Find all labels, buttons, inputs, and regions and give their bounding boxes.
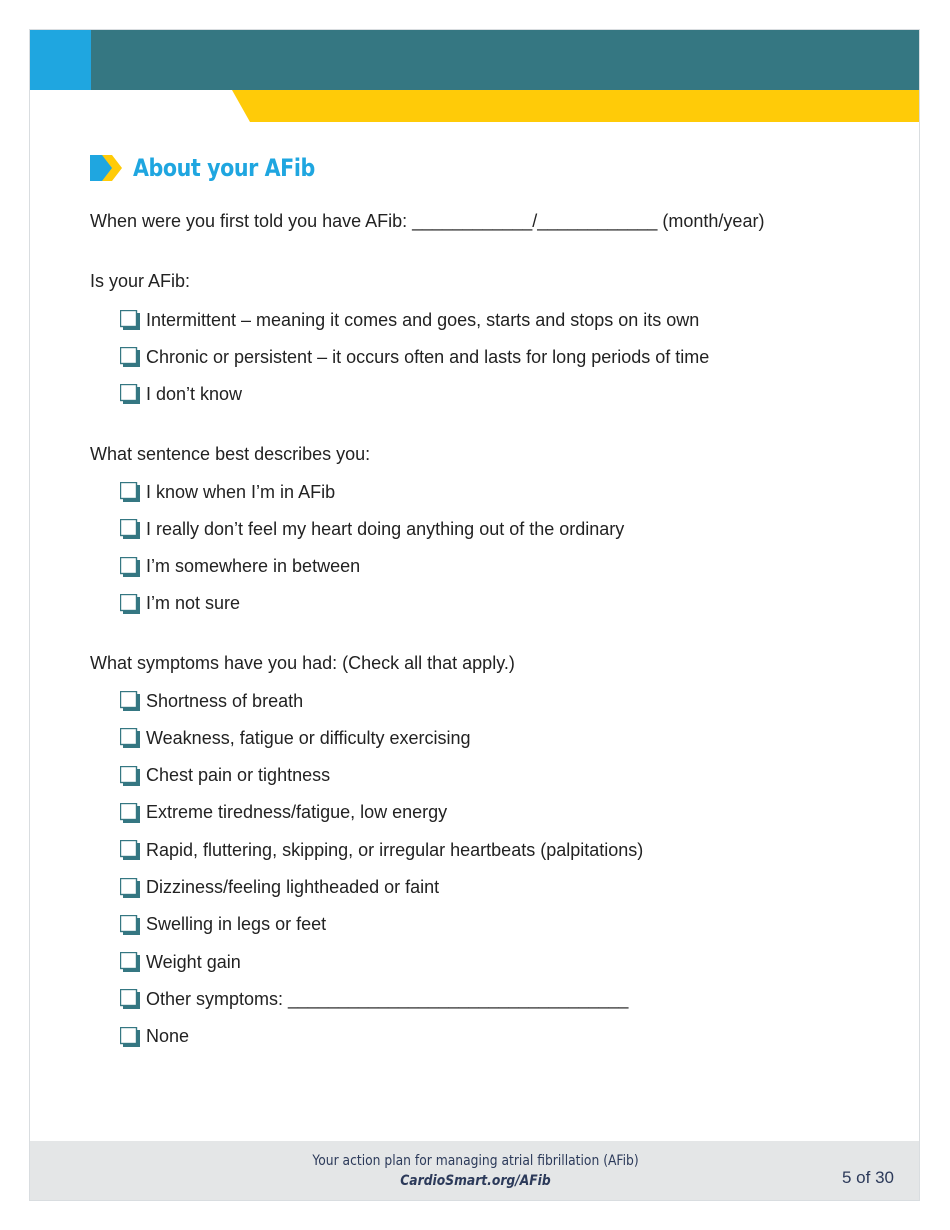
describe-option[interactable] bbox=[120, 481, 335, 503]
header-teal-bar bbox=[91, 30, 920, 90]
footer-title: Your action plan for managing atrial fibrillation (AFib) bbox=[312, 1153, 639, 1169]
page-number: 5 of 30 bbox=[842, 1168, 894, 1187]
symptom-option[interactable] bbox=[120, 988, 628, 1010]
checkbox-icon[interactable] bbox=[120, 915, 140, 935]
option-label: Other symptoms: __________________________________ bbox=[146, 988, 629, 1009]
checkbox-icon[interactable] bbox=[120, 728, 140, 748]
option-label: Chest pain or tightness bbox=[146, 765, 331, 786]
describe-option[interactable] bbox=[120, 593, 240, 615]
checkbox-icon[interactable] bbox=[120, 803, 140, 823]
option-label: None bbox=[146, 1026, 190, 1047]
symptom-option[interactable] bbox=[120, 1026, 189, 1048]
option-label: I really don’t feel my heart doing anything out of the ordinary bbox=[146, 518, 625, 539]
symptom-option[interactable] bbox=[120, 914, 326, 936]
symptom-option[interactable] bbox=[120, 802, 447, 824]
option-label: Dizziness/feeling lightheaded or faint bbox=[146, 877, 440, 897]
option-label: Intermittent – meaning it comes and goes, starts and stops on its own bbox=[146, 309, 700, 330]
option-label: Extreme tiredness/fatigue, low energy bbox=[146, 802, 448, 823]
afib-type-option[interactable] bbox=[120, 346, 709, 368]
option-label: Swelling in legs or feet bbox=[146, 914, 327, 935]
symptom-option[interactable] bbox=[120, 727, 471, 749]
symptom-option[interactable] bbox=[120, 951, 241, 973]
checkbox-icon[interactable] bbox=[120, 384, 140, 404]
option-label: I don’t know bbox=[146, 383, 243, 404]
option-label: I’m not sure bbox=[146, 593, 241, 614]
checkbox-icon[interactable] bbox=[120, 989, 140, 1009]
header-yellow-stripe bbox=[232, 90, 920, 122]
checkbox-icon[interactable] bbox=[120, 766, 140, 786]
checkbox-icon[interactable] bbox=[120, 840, 140, 860]
option-label: Weight gain bbox=[146, 951, 241, 972]
option-label: I’m somewhere in between bbox=[146, 556, 361, 577]
checkbox-icon[interactable] bbox=[120, 878, 140, 898]
checkbox-icon[interactable] bbox=[120, 519, 140, 539]
symptom-option[interactable] bbox=[120, 765, 330, 787]
symptom-option[interactable] bbox=[120, 877, 439, 899]
section-title: About your AFib bbox=[133, 154, 315, 182]
describe-option[interactable] bbox=[120, 556, 360, 578]
describe-option[interactable] bbox=[120, 518, 624, 540]
checkbox-icon[interactable] bbox=[120, 952, 140, 972]
question-describe: What sentence best describes you: bbox=[90, 444, 371, 464]
checkbox-icon[interactable] bbox=[120, 557, 140, 577]
header-blue-block bbox=[30, 30, 91, 90]
option-label: Shortness of breath bbox=[146, 690, 304, 711]
option-label: Chronic or persistent – it occurs often and lasts for long periods of time bbox=[146, 346, 710, 367]
afib-type-option[interactable] bbox=[120, 309, 699, 331]
footer-url[interactable]: CardioSmart.org/AFib bbox=[400, 1173, 551, 1189]
document-page bbox=[29, 29, 920, 1201]
afib-type-option[interactable] bbox=[120, 383, 242, 405]
page-footer bbox=[30, 1141, 920, 1201]
option-label: I know when I’m in AFib bbox=[146, 481, 336, 502]
checkbox-icon[interactable] bbox=[120, 310, 140, 330]
question-symptoms: What symptoms have you had: (Check all that apply.) bbox=[90, 653, 515, 673]
question-first-told: When were you first told you have AFib: ____________/____________ (month/year) bbox=[90, 211, 765, 231]
symptom-option[interactable] bbox=[120, 690, 303, 712]
checkbox-icon[interactable] bbox=[120, 1027, 140, 1047]
option-label: Rapid, fluttering, skipping, or irregular heartbeats (palpitations) bbox=[146, 839, 644, 860]
checkbox-icon[interactable] bbox=[120, 691, 140, 711]
symptom-option[interactable] bbox=[120, 839, 643, 861]
checkbox-icon[interactable] bbox=[120, 482, 140, 502]
chevron-arrow-icon bbox=[90, 155, 122, 181]
checkbox-icon[interactable] bbox=[120, 594, 140, 614]
question-afib-type: Is your AFib: bbox=[90, 271, 191, 291]
option-label: Weakness, fatigue or difficulty exercising bbox=[146, 727, 471, 748]
checkbox-icon[interactable] bbox=[120, 347, 140, 367]
section-heading bbox=[90, 150, 344, 186]
